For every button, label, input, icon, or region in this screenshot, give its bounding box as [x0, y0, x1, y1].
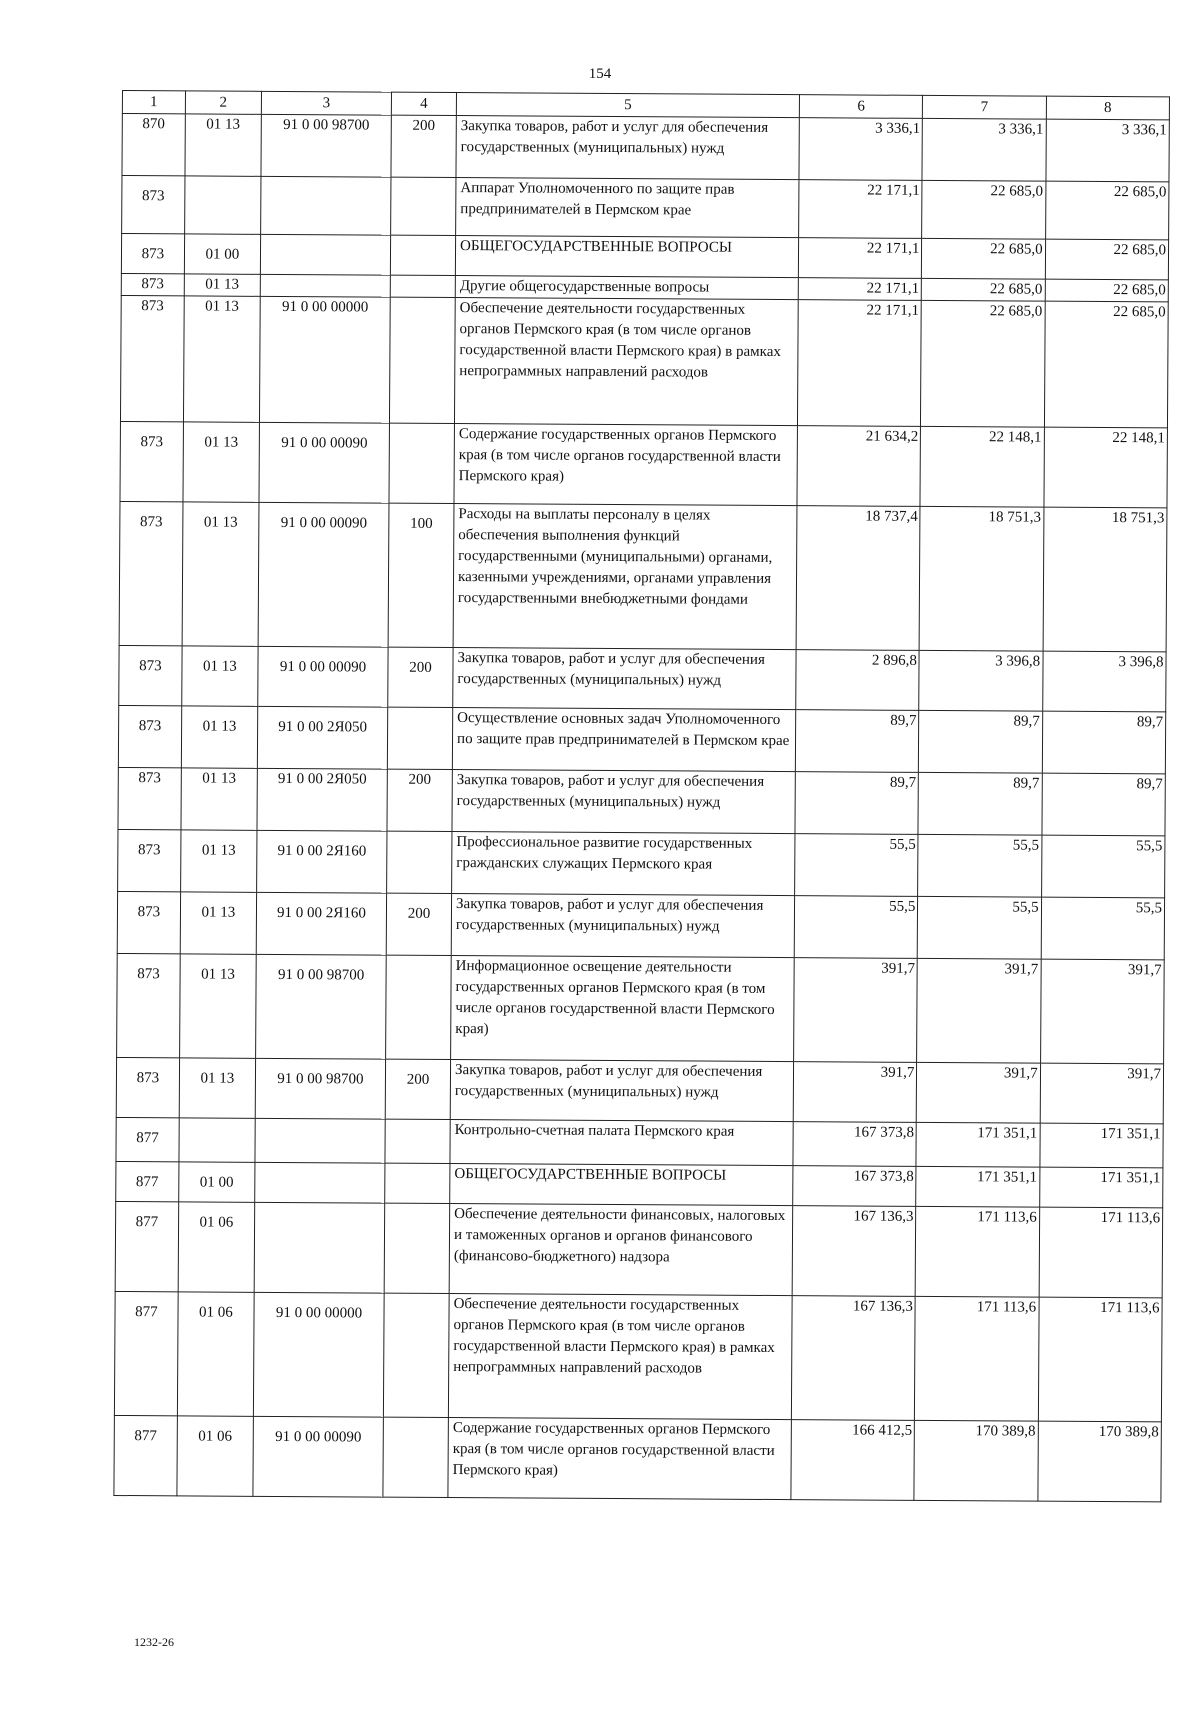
- cell-col-4: 200: [385, 1059, 450, 1119]
- cell-col-7: 55,5: [918, 896, 1042, 959]
- cell-col-8: 18 751,3: [1043, 507, 1167, 652]
- cell-col-4: [385, 1119, 450, 1163]
- cell-col-5: Другие общегосударственные вопросы: [455, 276, 798, 300]
- cell-col-7: 89,7: [918, 772, 1042, 835]
- cell-col-8: 55,5: [1041, 897, 1165, 960]
- cell-col-4: [389, 297, 455, 423]
- cell-col-5: Профессиональное развитие государственных гражданских служащих Пермского края: [452, 832, 795, 896]
- cell-col-2: 01 13: [182, 502, 259, 646]
- cell-col-1: 877: [116, 1117, 179, 1161]
- table-row: [120, 421, 1167, 507]
- cell-col-5: Аппарат Уполномоченного по защите прав предпринимателей в Пермском крае: [456, 178, 799, 238]
- cell-col-3: 91 0 00 98700: [261, 114, 391, 177]
- cell-col-3: 91 0 00 00000: [259, 296, 390, 423]
- cell-col-8: 171 113,6: [1039, 1207, 1163, 1298]
- cell-col-5: ОБЩЕГОСУДАРСТВЕННЫЕ ВОПРОСЫ: [450, 1164, 793, 1206]
- cell-col-6: 391,7: [793, 1062, 917, 1123]
- cell-col-2: 01 06: [177, 1292, 254, 1416]
- cell-col-3: 91 0 00 00090: [259, 422, 390, 503]
- budget-table: [113, 90, 1170, 1502]
- cell-col-6: 166 412,5: [791, 1420, 915, 1501]
- cell-col-3: 91 0 00 00090: [258, 646, 388, 707]
- cell-col-8: 89,7: [1042, 773, 1166, 836]
- cell-col-4: [383, 1293, 449, 1417]
- cell-col-1: 873: [119, 645, 182, 705]
- cell-col-3: 91 0 00 2Я050: [257, 768, 387, 831]
- cell-col-8: 22 148,1: [1044, 427, 1168, 508]
- cell-col-3: 91 0 00 2Я050: [257, 706, 387, 769]
- cell-col-8: 22 685,0: [1045, 239, 1169, 280]
- cell-col-4: 200: [388, 647, 453, 707]
- cell-col-6: 22 171,1: [798, 300, 922, 427]
- cell-col-8: 22 685,0: [1045, 279, 1168, 302]
- table-row: [116, 1057, 1163, 1123]
- cell-col-8: 171 351,1: [1040, 1123, 1164, 1168]
- cell-col-5: Обеспечение деятельности финансовых, налоговых и таможенных органов и органов финансового (финансово-бюджетного) надзора: [449, 1204, 793, 1296]
- cell-col-1: 873: [119, 501, 183, 645]
- cell-col-7: 22 685,0: [922, 238, 1046, 279]
- cell-col-2: 01 13: [185, 114, 262, 176]
- cell-col-6: 89,7: [795, 710, 919, 773]
- cell-col-7: 391,7: [917, 1062, 1041, 1123]
- cell-col-8: 3 396,8: [1042, 651, 1166, 712]
- cell-col-5: Содержание государственных органов Пермского края (в том числе органов государственной власти Пермского края): [454, 424, 797, 506]
- cell-col-3: 91 0 00 00000: [253, 1292, 384, 1417]
- cell-col-7: 171 113,6: [915, 1296, 1039, 1421]
- cell-col-2: 01 06: [178, 1202, 255, 1292]
- cell-col-1: 873: [116, 1057, 179, 1117]
- cell-col-7: 391,7: [917, 958, 1041, 1063]
- table-row: [118, 767, 1165, 835]
- cell-col-2: 01 13: [183, 296, 260, 422]
- cell-col-2: 01 00: [184, 234, 260, 274]
- cell-col-7: 22 685,0: [922, 278, 1045, 301]
- page-number: 154: [588, 66, 612, 82]
- cell-col-2: 01 06: [177, 1416, 254, 1496]
- cell-col-7: 171 113,6: [915, 1206, 1039, 1297]
- cell-col-2: 01 13: [182, 646, 259, 706]
- cell-col-8: 171 113,6: [1038, 1297, 1162, 1422]
- table-row: [114, 1291, 1162, 1421]
- table-row: [116, 1117, 1163, 1167]
- cell-col-1: 873: [122, 176, 185, 234]
- cell-col-5: Расходы на выплаты персоналу в целях обеспечения выполнения функций государственными (муниципальными) органами, казенными учреждениями, органами управления государственными внебюджетными фондами: [453, 504, 797, 650]
- cell-col-3: [260, 234, 390, 275]
- cell-col-5: Обеспечение деятельности государственных органов Пермского края (в том числе органов государственной власти Пермского края) в рамках непрограммных направлений расходов: [448, 1294, 792, 1420]
- cell-col-6: 22 171,1: [798, 278, 921, 301]
- cell-col-6: 22 171,1: [799, 180, 923, 239]
- cell-col-2: 01 13: [180, 830, 257, 892]
- cell-col-7: 3 336,1: [922, 118, 1046, 181]
- cell-col-7: 55,5: [918, 834, 1042, 897]
- cell-col-7: 89,7: [919, 710, 1043, 773]
- cell-col-3: 91 0 00 98700: [255, 1058, 385, 1119]
- cell-col-4: [389, 423, 455, 503]
- table-row: [116, 1161, 1163, 1207]
- table-row: [120, 295, 1168, 427]
- cell-col-6: 22 171,1: [798, 238, 922, 279]
- cell-col-8: 55,5: [1041, 835, 1165, 898]
- cell-col-7: 22 685,0: [922, 180, 1046, 239]
- cell-col-2: 01 00: [178, 1162, 254, 1202]
- table-row: [117, 953, 1165, 1063]
- cell-col-2: 01 13: [180, 892, 257, 954]
- cell-col-5: Содержание государственных органов Пермского края (в том числе органов государственной власти Пермского края): [448, 1418, 791, 1500]
- cell-col-3: 91 0 00 00090: [258, 502, 389, 647]
- cell-col-1: 873: [117, 953, 180, 1057]
- cell-col-1: 873: [118, 705, 181, 767]
- cell-col-8: 22 685,0: [1045, 181, 1169, 240]
- cell-col-3: [255, 1118, 385, 1163]
- cell-col-4: [391, 177, 456, 235]
- cell-col-5: Информационное освещение деятельности государственных органов Пермского края (в том числе органов государственной власти Пермского края): [451, 956, 795, 1062]
- cell-col-1: 877: [114, 1291, 178, 1415]
- cell-col-1: 873: [120, 421, 183, 501]
- cell-col-2: 01 13: [183, 422, 260, 502]
- cell-col-2: 01 13: [179, 954, 256, 1058]
- cell-col-4: [390, 275, 455, 297]
- table-row: [119, 645, 1166, 711]
- cell-col-4: [385, 1163, 450, 1203]
- cell-col-6: 391,7: [794, 958, 918, 1063]
- cell-col-6: 167 136,3: [791, 1296, 915, 1421]
- cell-col-3: [255, 1162, 385, 1203]
- document-code: 1232-26: [134, 1635, 174, 1649]
- cell-col-8: 22 685,0: [1044, 301, 1168, 428]
- cell-col-5: Закупка товаров, работ и услуг для обеспечения государственных (муниципальных) нужд: [456, 116, 799, 180]
- table-row: [114, 1415, 1161, 1501]
- cell-col-7: 22 148,1: [920, 426, 1044, 507]
- cell-col-6: 55,5: [794, 896, 918, 959]
- cell-col-8: 89,7: [1042, 711, 1166, 774]
- cell-col-8: 391,7: [1040, 959, 1164, 1064]
- cell-col-4: [386, 955, 452, 1059]
- table-row: [117, 891, 1164, 959]
- cell-col-4: 200: [387, 769, 452, 831]
- table-body: [114, 114, 1169, 1502]
- cell-col-7: 22 685,0: [921, 300, 1045, 427]
- cell-col-6: 55,5: [795, 834, 919, 897]
- column-header: 5: [456, 93, 799, 118]
- cell-col-4: [387, 831, 452, 893]
- cell-col-2: 01 13: [184, 274, 260, 296]
- cell-col-7: 3 396,8: [919, 650, 1043, 711]
- cell-col-2: 01 13: [181, 768, 258, 830]
- column-header: 6: [799, 95, 922, 119]
- cell-col-6: 2 896,8: [796, 650, 920, 711]
- cell-col-1: 873: [118, 767, 181, 829]
- cell-col-5: Обеспечение деятельности государственных органов Пермского края (в том числе органов государственной власти Пермского края) в рамках непрограммных направлений расходов: [455, 298, 799, 426]
- cell-col-5: Закупка товаров, работ и услуг для обеспечения государственных (муниципальных) нужд: [450, 1060, 793, 1122]
- column-header: 2: [185, 91, 261, 114]
- cell-col-1: 873: [118, 829, 181, 891]
- cell-col-2: [179, 1118, 255, 1162]
- cell-col-6: 167 373,8: [793, 1122, 917, 1167]
- table-row: [122, 114, 1169, 182]
- column-header: 7: [923, 95, 1046, 119]
- cell-col-6: 3 336,1: [799, 118, 923, 181]
- cell-col-3: 91 0 00 2Я160: [257, 830, 387, 893]
- cell-col-4: 100: [388, 503, 454, 647]
- cell-col-5: Закупка товаров, работ и услуг для обеспечения государственных (муниципальных) нужд: [452, 770, 795, 834]
- cell-col-8: 3 336,1: [1046, 119, 1170, 182]
- cell-col-2: 01 13: [181, 706, 258, 768]
- cell-col-1: 877: [116, 1161, 179, 1201]
- cell-col-2: [184, 176, 261, 234]
- cell-col-6: 18 737,4: [796, 506, 920, 651]
- cell-col-8: 170 389,8: [1038, 1421, 1162, 1502]
- cell-col-3: [261, 176, 391, 235]
- cell-col-1: 873: [121, 273, 184, 295]
- cell-col-4: 200: [391, 115, 456, 177]
- cell-col-7: 171 351,1: [916, 1122, 1040, 1167]
- cell-col-1: 877: [115, 1201, 178, 1291]
- table-row: [118, 705, 1165, 773]
- table-row: [121, 234, 1168, 280]
- cell-col-4: [383, 1417, 449, 1497]
- cell-col-1: 877: [114, 1415, 177, 1495]
- cell-col-1: 873: [120, 295, 184, 421]
- cell-col-1: 873: [117, 891, 180, 953]
- column-header: 8: [1046, 96, 1169, 120]
- table-row: [115, 1201, 1163, 1297]
- cell-col-5: Закупка товаров, работ и услуг для обеспечения государственных (муниципальных) нужд: [453, 648, 796, 710]
- table-row: [119, 501, 1167, 651]
- cell-col-3: [254, 1202, 385, 1293]
- cell-col-3: [260, 274, 390, 297]
- column-header: 3: [261, 91, 391, 115]
- cell-col-8: 391,7: [1040, 1063, 1164, 1124]
- cell-col-5: ОБЩЕГОСУДАРСТВЕННЫЕ ВОПРОСЫ: [455, 236, 798, 278]
- column-header: 4: [391, 92, 456, 115]
- cell-col-3: 91 0 00 98700: [256, 954, 387, 1059]
- cell-col-6: 167 136,3: [792, 1206, 916, 1297]
- cell-col-5: Закупка товаров, работ и услуг для обеспечения государственных (муниципальных) нужд: [451, 894, 794, 958]
- cell-col-3: 91 0 00 2Я160: [256, 892, 386, 955]
- table-row: [118, 829, 1165, 897]
- cell-col-5: Осуществление основных задач Уполномоченного по защите прав предпринимателей в Пермском крае: [452, 708, 795, 772]
- column-header: 1: [122, 91, 185, 114]
- cell-col-4: 200: [386, 893, 451, 955]
- cell-col-7: 170 389,8: [914, 1420, 1038, 1501]
- cell-col-7: 18 751,3: [919, 506, 1043, 651]
- cell-col-6: 21 634,2: [797, 426, 921, 507]
- cell-col-2: 01 13: [179, 1058, 256, 1118]
- cell-col-6: 89,7: [795, 772, 919, 835]
- cell-col-8: 171 351,1: [1039, 1167, 1163, 1208]
- table-row: [122, 176, 1169, 240]
- cell-col-1: 873: [121, 234, 184, 274]
- cell-col-3: 91 0 00 00090: [253, 1416, 384, 1497]
- cell-col-5: Контрольно-счетная палата Пермского края: [450, 1120, 793, 1166]
- cell-col-4: [384, 1203, 450, 1293]
- cell-col-1: 870: [122, 114, 185, 176]
- cell-col-4: [390, 235, 455, 275]
- cell-col-7: 171 351,1: [916, 1166, 1040, 1207]
- cell-col-6: 167 373,8: [793, 1166, 917, 1207]
- cell-col-4: [387, 707, 452, 769]
